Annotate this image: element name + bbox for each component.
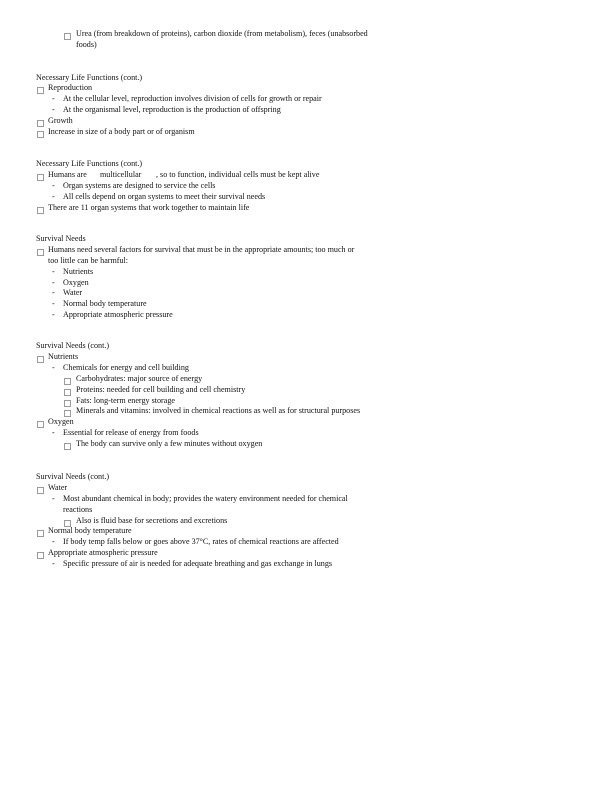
dash-bullet-icon: - bbox=[52, 278, 55, 287]
dash-bullet-icon: - bbox=[52, 494, 55, 503]
dash-bullet-icon: - bbox=[52, 299, 55, 308]
text-line: Minerals and vitamins: involved in chemical reactions as well as for structural purposes bbox=[76, 406, 361, 415]
checkbox-bullet-icon bbox=[37, 530, 44, 537]
checkbox-bullet-icon bbox=[37, 131, 44, 138]
text-line: Appropriate atmospheric pressure bbox=[63, 310, 173, 319]
text-line: multicellular bbox=[100, 170, 142, 179]
text-line: The body can survive only a few minutes without oxygen bbox=[76, 439, 263, 448]
dash-bullet-icon: - bbox=[52, 94, 55, 103]
text-line: Normal body temperature bbox=[48, 526, 132, 535]
text-line: At the cellular level, reproduction involves division of cells for growth or repair bbox=[63, 94, 322, 103]
text-line: Fats: long-term energy storage bbox=[76, 396, 175, 405]
section-heading: Necessary Life Functions (cont.) bbox=[36, 159, 143, 168]
checkbox-bullet-icon bbox=[64, 443, 71, 450]
text-line: Chemicals for energy and cell building bbox=[63, 363, 189, 372]
section-heading: Survival Needs (cont.) bbox=[36, 341, 110, 350]
text-line: If body temp falls below or goes above 37°C, rates of chemical reactions are affected bbox=[63, 537, 339, 546]
checkbox-bullet-icon bbox=[64, 410, 71, 417]
dash-bullet-icon: - bbox=[52, 310, 55, 319]
dash-bullet-icon: - bbox=[52, 267, 55, 276]
text-line: Humans need several factors for survival that must be in the appropriate amounts; too much or bbox=[48, 245, 355, 254]
dash-bullet-icon: - bbox=[52, 559, 55, 568]
text-line: Proteins: needed for cell building and cell chemistry bbox=[76, 385, 246, 394]
text-line: Humans are bbox=[48, 170, 87, 179]
text-line: At the organismal level, reproduction is the production of offspring bbox=[63, 105, 281, 114]
text-line: Most abundant chemical in body; provides the watery environment needed for chemical bbox=[63, 494, 348, 503]
checkbox-bullet-icon bbox=[37, 87, 44, 94]
checkbox-bullet-icon bbox=[37, 174, 44, 181]
dash-bullet-icon: - bbox=[52, 428, 55, 437]
text-line: Also is fluid base for secretions and excretions bbox=[76, 516, 228, 525]
text-line: Oxygen bbox=[48, 417, 74, 426]
text-line: Nutrients bbox=[63, 267, 94, 276]
checkbox-bullet-icon bbox=[37, 356, 44, 363]
section-heading: Survival Needs bbox=[36, 234, 86, 243]
checkbox-bullet-icon bbox=[37, 207, 44, 214]
checkbox-bullet-icon bbox=[64, 400, 71, 407]
text-line: Reproduction bbox=[48, 83, 93, 92]
text-line: Increase in size of a body part or of organism bbox=[48, 127, 195, 136]
text-line: reactions bbox=[63, 505, 93, 514]
checkbox-bullet-icon bbox=[64, 378, 71, 385]
text-line: too little can be harmful: bbox=[48, 256, 129, 265]
text-line: Carbohydrates: major source of energy bbox=[76, 374, 203, 383]
checkbox-bullet-icon bbox=[37, 120, 44, 127]
checkbox-bullet-icon bbox=[37, 249, 44, 256]
text-line: Water bbox=[63, 288, 83, 297]
text-line: Oxygen bbox=[63, 278, 89, 287]
section-heading: Necessary Life Functions (cont.) bbox=[36, 73, 143, 82]
dash-bullet-icon: - bbox=[52, 192, 55, 201]
text-line: Essential for release of energy from foods bbox=[63, 428, 199, 437]
text-line: Nutrients bbox=[48, 352, 79, 361]
text-line: Water bbox=[48, 483, 68, 492]
section-heading: Survival Needs (cont.) bbox=[36, 472, 110, 481]
dash-bullet-icon: - bbox=[52, 105, 55, 114]
text-line: foods) bbox=[76, 40, 97, 49]
text-line: Appropriate atmospheric pressure bbox=[48, 548, 158, 557]
checkbox-bullet-icon bbox=[64, 33, 71, 40]
text-line: Organ systems are designed to service the cells bbox=[63, 181, 216, 190]
dash-bullet-icon: - bbox=[52, 288, 55, 297]
text-line: There are 11 organ systems that work together to maintain life bbox=[48, 203, 250, 212]
checkbox-bullet-icon bbox=[37, 552, 44, 559]
checkbox-bullet-icon bbox=[37, 487, 44, 494]
checkbox-bullet-icon bbox=[64, 389, 71, 396]
text-line: , so to function, individual cells must be kept alive bbox=[156, 170, 320, 179]
dash-bullet-icon: - bbox=[52, 181, 55, 190]
dash-bullet-icon: - bbox=[52, 363, 55, 372]
dash-bullet-icon: - bbox=[52, 537, 55, 546]
text-line: Specific pressure of air is needed for adequate breathing and gas exchange in lungs bbox=[63, 559, 333, 568]
checkbox-bullet-icon bbox=[37, 421, 44, 428]
text-line: Growth bbox=[48, 116, 73, 125]
text-line: All cells depend on organ systems to meet their survival needs bbox=[63, 192, 266, 201]
text-line: Urea (from breakdown of proteins), carbon dioxide (from metabolism), feces (unabsorbed bbox=[76, 29, 368, 38]
text-line: Normal body temperature bbox=[63, 299, 147, 308]
